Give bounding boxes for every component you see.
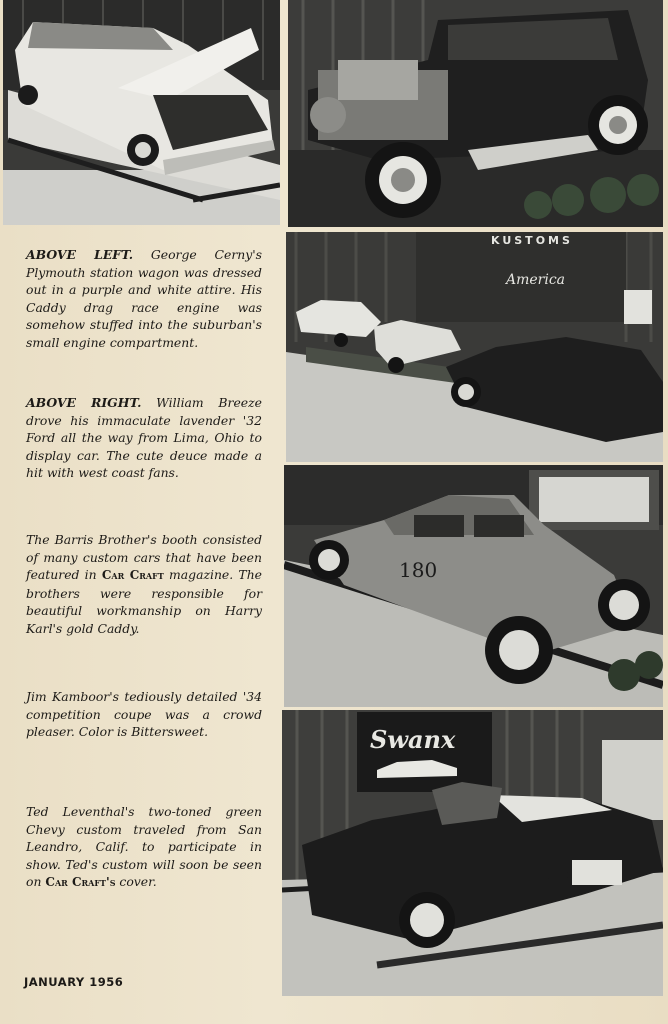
photo-plymouth-station-wagon <box>3 0 280 225</box>
caption-barris-booth-text-1: The Barris Brother's booth consisted of many custom cars that have been featured in <box>26 532 262 583</box>
caption-chevy-custom-text-1: Ted Leventhal's two-toned green Chevy custom traveled from San Leandro, Calif. to participate in show. Ted's custom will soon be seen on <box>26 804 262 890</box>
photo-plymouth-station-wagon-image <box>3 0 280 225</box>
caption-above-left <box>26 246 262 351</box>
photo-chevy-custom-image <box>282 710 663 996</box>
photo-32-ford-image <box>288 0 663 227</box>
car-number: 180 <box>399 558 438 582</box>
caption-above-left-text: George Cerny's Plymouth station wagon was dressed out in a purple and white attire. His Caddy drag race engine was somehow stuffed into the suburban's small engine compartment. <box>26 247 262 350</box>
caption-chevy-custom-magazine: Car Craft's <box>45 875 116 890</box>
caption-competition-coupe <box>26 688 262 741</box>
photo-34-competition-coupe-image <box>284 465 663 707</box>
kustoms-sign: KUSTOMS <box>491 234 573 247</box>
caption-chevy-custom-text-2: cover. <box>115 874 157 890</box>
caption-barris-booth-magazine: Car Craft <box>101 568 164 583</box>
swanx-sign: Swanx <box>370 725 456 754</box>
caption-chevy-custom <box>26 803 262 892</box>
caption-competition-coupe-text: Jim Kamboor's tediously detailed '34 competition coupe was a crowd pleaser. Color is Bittersweet. <box>26 689 262 740</box>
photo-barris-booth-image <box>286 232 663 462</box>
photo-barris-booth <box>286 232 663 462</box>
photo-chevy-custom <box>282 710 663 996</box>
caption-above-right-lead: ABOVE RIGHT. <box>26 395 142 411</box>
america-sign: America <box>506 272 566 288</box>
caption-above-right <box>26 394 262 482</box>
caption-above-left-lead: ABOVE LEFT. <box>26 247 134 263</box>
caption-barris-booth-text-2: magazine. The brothers were responsible for beautiful workmanship on Harry Karl's gold Caddy. <box>26 567 263 636</box>
issue-date-footer: JANUARY 1956 <box>24 975 124 989</box>
caption-above-right-text: William Breeze drove his immaculate lavender '32 Ford all the way from Lima, Ohio to display car. The cute deuce made a hit with west coast fans. <box>26 395 262 481</box>
photo-32-ford <box>288 0 663 227</box>
caption-barris-booth <box>26 531 262 637</box>
photo-34-competition-coupe <box>284 465 663 707</box>
